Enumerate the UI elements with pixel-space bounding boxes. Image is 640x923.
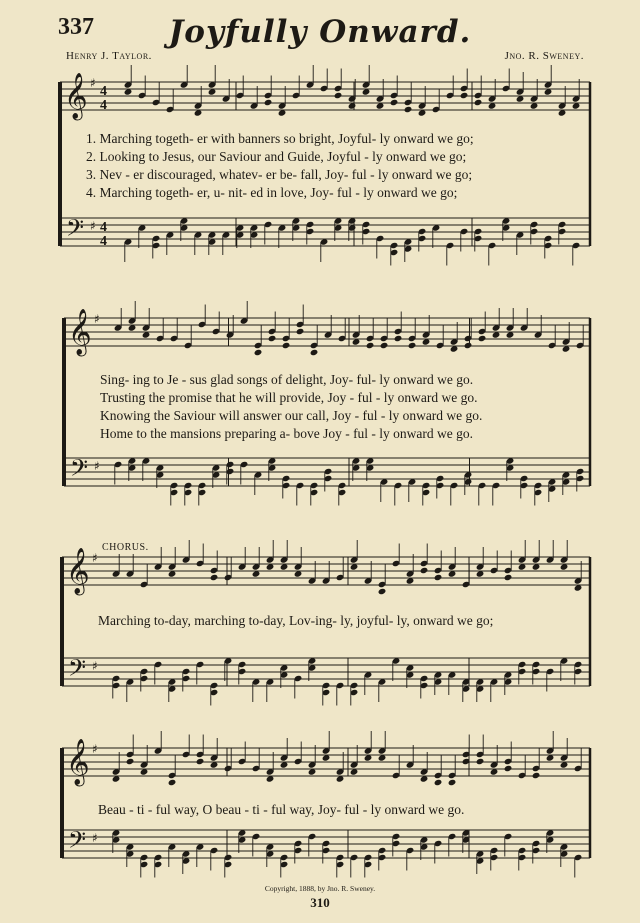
author-credit: Henry J. Taylor. bbox=[66, 50, 152, 62]
system-3-bass-key: ♯ bbox=[92, 659, 98, 673]
page-number: 310 bbox=[310, 895, 330, 910]
system-1-treble-key: ♯ bbox=[90, 76, 96, 90]
hymn-title: Joyfully Onward. bbox=[168, 14, 472, 50]
system-2-treble-notehead bbox=[254, 349, 263, 356]
system-4-treble-notehead bbox=[476, 758, 485, 765]
system-3-treble-notehead bbox=[434, 574, 443, 581]
system-2-treble-notehead bbox=[394, 335, 403, 342]
system-4-treble-clef: 𝄞 bbox=[66, 739, 90, 785]
composer-credit: Jno. R. Sweney. bbox=[504, 50, 584, 62]
system-4-treble-notehead bbox=[196, 758, 205, 765]
system-1-bass-time-top: 4 bbox=[100, 220, 107, 235]
system-2-bass-key: ♯ bbox=[94, 459, 100, 473]
system-1-treble-notehead bbox=[334, 92, 343, 99]
verse-3-line-1: 3. Nev - er discouraged, whatev- er be- fall, Joy- ful - ly onward we go; bbox=[86, 167, 473, 182]
copyright-notice: Copyright, 1888, by Jno. R. Sweney. bbox=[264, 884, 376, 893]
system-3-treble-clef: 𝄞 bbox=[66, 548, 90, 594]
verse-2-line-2: Trusting the promise that he will provide, Joy - ful - ly onward we go. bbox=[100, 390, 478, 405]
chorus-label: CHORUS. bbox=[102, 542, 149, 553]
system-4-treble-notehead bbox=[504, 765, 513, 772]
system-4-treble-key: ♯ bbox=[92, 742, 98, 756]
system-4-treble-notehead bbox=[532, 772, 541, 779]
system-1-bass-clef: 𝄢 bbox=[66, 214, 85, 247]
chorus-lyric-line-2: Beau - ti - ful way, O beau - ti - ful way, Joy- ful - ly onward we go. bbox=[98, 802, 465, 817]
system-3-treble-key: ♯ bbox=[92, 551, 98, 565]
verse-4-line-1: 4. Marching togeth- er, u- nit- ed in love, Joy- ful - ly onward we go; bbox=[86, 185, 458, 200]
system-4-bass-key: ♯ bbox=[92, 831, 98, 845]
system-4-treble-notehead bbox=[168, 779, 177, 786]
system-1-treble-notehead bbox=[404, 106, 413, 113]
system-1-treble-notehead bbox=[460, 92, 469, 99]
system-4-treble-notehead bbox=[434, 779, 443, 786]
system-3-bass-clef: 𝄢 bbox=[68, 654, 87, 687]
system-1-bass-time-bottom: 4 bbox=[100, 234, 107, 249]
system-3-treble-notehead bbox=[504, 574, 513, 581]
verse-1-line-1: 1. Marching togeth- er with banners so bright, Joyful- ly onward we go; bbox=[86, 131, 474, 146]
system-2-treble-key: ♯ bbox=[94, 312, 100, 326]
system-3-treble-notehead bbox=[378, 588, 387, 595]
system-1-treble-time-bottom: 4 bbox=[100, 98, 107, 113]
system-2-treble-notehead bbox=[408, 342, 417, 349]
system-3-treble-notehead bbox=[210, 574, 219, 581]
system-2-treble-clef: 𝄞 bbox=[68, 309, 92, 355]
chorus-lyric-line-1: Marching to-day, marching to-day, Lov-ing- ly, joyful- ly, onward we go; bbox=[98, 613, 494, 628]
system-4-treble-notehead bbox=[448, 779, 457, 786]
system-1-treble-clef: 𝄞 bbox=[64, 73, 88, 119]
system-4-treble-notehead bbox=[126, 758, 135, 765]
system-2-treble-notehead bbox=[478, 335, 487, 342]
system-2-treble-notehead bbox=[310, 349, 319, 356]
system-1-treble-time-top: 4 bbox=[100, 84, 107, 99]
verse-4-line-2: Home to the mansions preparing a- bove Joy - ful - ly onward we go. bbox=[100, 426, 474, 441]
verse-3-line-2: Knowing the Saviour will answer our call, Joy - ful - ly onward we go. bbox=[100, 408, 483, 423]
system-2-treble-notehead bbox=[282, 342, 291, 349]
system-4-bass-clef: 𝄢 bbox=[68, 826, 87, 859]
hymn-number: 337 bbox=[58, 14, 94, 40]
system-1-bass-key: ♯ bbox=[90, 219, 96, 233]
system-3-treble-notehead bbox=[420, 567, 429, 574]
system-1-treble-notehead bbox=[390, 99, 399, 106]
system-2-treble-notehead bbox=[464, 342, 473, 349]
system-2-treble-notehead bbox=[380, 342, 389, 349]
verse-1-line-2: Sing- ing to Je - sus glad songs of delight, Joy- ful- ly onward we go. bbox=[100, 372, 474, 387]
system-1-treble-notehead bbox=[474, 99, 483, 106]
system-2-treble-notehead bbox=[296, 328, 305, 335]
system-2-bass-clef: 𝄢 bbox=[70, 454, 89, 487]
verse-2-line-1: 2. Looking to Jesus, our Saviour and Guide, Joyful - ly onward we go; bbox=[86, 149, 467, 164]
system-2-treble-notehead bbox=[366, 342, 375, 349]
system-1-treble-notehead bbox=[264, 99, 273, 106]
system-2-treble-notehead bbox=[268, 335, 277, 342]
